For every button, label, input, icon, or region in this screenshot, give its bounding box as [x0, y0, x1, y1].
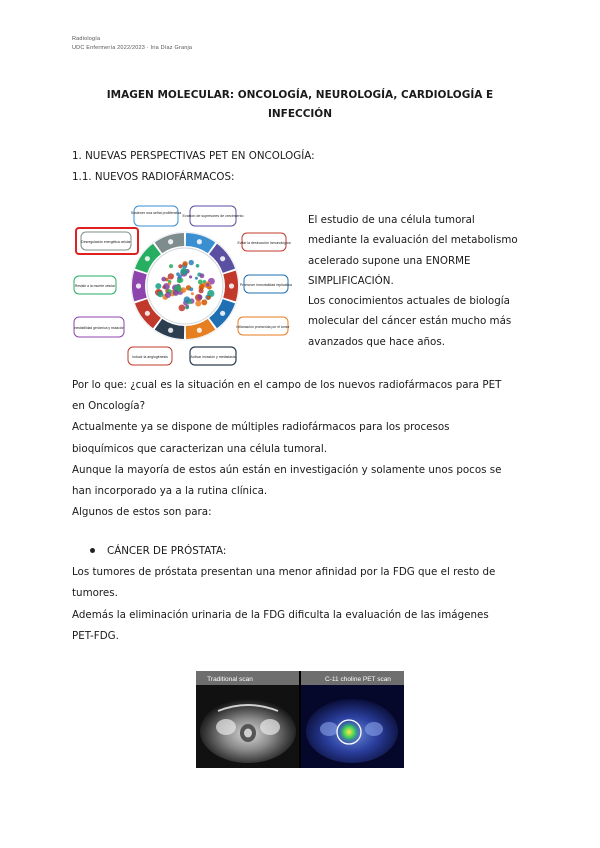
- hallmark-segment-icon: [168, 239, 173, 244]
- intro-side-text: [308, 210, 518, 352]
- intro-line: molecular del cáncer están mucho más: [308, 315, 512, 328]
- prostate-line: PET-FDG.: [72, 629, 119, 642]
- body-line: Por lo que: ¿cual es la situación en el campo de los nuevos radiofármacos para PET: [72, 379, 502, 391]
- cell-blob: [199, 288, 204, 293]
- title-line-1: IMAGEN MOLECULAR: ONCOLOGÍA, NEUROLOGÍA, CARDIOLOGÍA E: [106, 89, 494, 101]
- cell-blob: [180, 268, 187, 275]
- hallmark-label-7: [74, 317, 125, 337]
- body-line: bioquímicos que caracterizan una célula tumoral.: [72, 442, 327, 455]
- cell-blob: [189, 260, 194, 265]
- cell-blob: [191, 292, 194, 295]
- hallmark-label-5: [190, 347, 236, 365]
- svg-text:Activar invasión y metástasis: Activar invasión y metástasis: [190, 355, 236, 359]
- hallmark-label-8: [74, 276, 116, 294]
- cell-blob: [198, 295, 203, 300]
- section-subheading: 1.1. NUEVOS RADIOFÁRMACOS:: [72, 171, 235, 183]
- body-line: han incorporado ya a la rutina clínica.: [72, 485, 268, 498]
- hallmark-segment-icon: [145, 256, 150, 261]
- hallmark-segment-icon: [220, 256, 225, 261]
- hallmark-label-3: [240, 275, 292, 293]
- prostate-line: tumores.: [72, 587, 118, 600]
- cell-blob: [206, 283, 210, 287]
- cell-blob: [165, 292, 171, 298]
- hallmark-segment-icon: [220, 311, 225, 316]
- hallmark-segment-icon: [136, 283, 141, 288]
- body-line: Algunos de estos son para:: [72, 506, 212, 519]
- svg-text:Resistir a la muerte celular: Resistir a la muerte celular: [74, 284, 116, 288]
- section-heading: 1. NUEVAS PERSPECTIVAS PET EN ONCOLOGÍA:: [72, 150, 315, 162]
- hallmark-label-2: [237, 233, 290, 251]
- cell-blob: [168, 273, 174, 279]
- hallmark-segment-icon: [197, 328, 202, 333]
- cell-blob: [173, 290, 179, 296]
- cell-blob: [185, 306, 189, 310]
- header-meta: UDC Enfermería 2022/2023 · Iria Díaz Granja: [72, 45, 193, 51]
- body-line: Actualmente ya se dispone de múltiples radiofármacos para los procesos: [72, 421, 450, 434]
- cell-blob: [184, 296, 190, 302]
- title-line-2: INFECCIÓN: [267, 108, 333, 120]
- svg-text:Sostener una señal proliferati: Sostener una señal proliferativa: [130, 211, 182, 215]
- body-line: Aunque la mayoría de estos aún están en investigación y solamente unos pocos se: [72, 463, 502, 476]
- choline-uptake-hotspot: [338, 721, 360, 743]
- prostate-line: Los tumores de próstata presentan una menor afinidad por la FDG que el resto de: [72, 566, 496, 578]
- svg-text:Promover inmortalidad replicat: Promover inmortalidad replicativa: [240, 283, 292, 287]
- prostate-line: Además la eliminación urinaria de la FDG dificulta la evaluación de las imágenes: [72, 608, 489, 621]
- cell-blob: [168, 282, 171, 285]
- intro-line: El estudio de una célula tumoral: [308, 214, 475, 226]
- hallmark-label-6: [128, 347, 172, 365]
- svg-text:Inestabilidad genómica y mutac: Inestabilidad genómica y mutación: [73, 326, 125, 330]
- cell-blob: [195, 300, 201, 306]
- hallmark-label-4: [236, 317, 290, 335]
- cell-blob: [178, 304, 185, 311]
- cell-blob: [189, 287, 193, 291]
- cell-blob: [169, 264, 173, 268]
- scan-right-label: C-11 choline PET scan: [325, 676, 391, 683]
- body-line: en Oncología?: [72, 400, 146, 413]
- header-course: Radiología: [72, 36, 101, 42]
- cell-blob: [182, 261, 187, 266]
- hallmark-label-0: [131, 206, 182, 226]
- bullet-label: CÁNCER DE PRÓSTATA:: [107, 545, 227, 557]
- page-title: [72, 86, 528, 124]
- hallmark-label-1: [183, 206, 244, 226]
- prostate-paragraph: [72, 562, 495, 647]
- intro-line: avanzados que hace años.: [308, 335, 445, 348]
- cell-blob: [203, 280, 206, 283]
- cell-blob: [201, 299, 207, 305]
- scan-left-label: Traditional scan: [207, 676, 253, 683]
- svg-text:Inducir la angiogénesis: Inducir la angiogénesis: [132, 355, 168, 359]
- hallmarks-of-cancer-figure: [72, 203, 298, 369]
- svg-text:Evasión de supresores de creci: Evasión de supresores de crecimiento: [182, 214, 244, 218]
- cell-blob: [198, 280, 203, 285]
- intro-line: acelerado supone una ENORME: [308, 254, 471, 267]
- cell-blob: [207, 296, 211, 300]
- svg-text:Desregulación energética celul: Desregulación energética celular: [81, 240, 131, 244]
- intro-line: SIMPLIFICACIÓN.: [308, 274, 394, 287]
- svg-text:Inflamación promovida por el t: Inflamación promovida por el tumor: [236, 325, 290, 329]
- bullet-item: [90, 541, 226, 562]
- hallmark-segment-icon: [229, 283, 234, 288]
- cell-blob: [199, 273, 204, 278]
- scan-comparison-figure: [196, 671, 404, 768]
- cell-blob: [178, 275, 182, 279]
- cell-blob: [155, 283, 161, 289]
- hallmark-segment-icon: [145, 311, 150, 316]
- cell-blob: [189, 275, 192, 278]
- cell-blob: [178, 264, 182, 268]
- cell-blob: [161, 277, 166, 282]
- cell-blob: [196, 264, 200, 268]
- cell-blob: [195, 277, 198, 280]
- cell-blob: [177, 278, 182, 283]
- bullet-icon: [90, 548, 95, 553]
- intro-line: mediante la evaluación del metabolismo: [308, 234, 518, 247]
- svg-text:Evitar la destrucción inmunoló: Evitar la destrucción inmunológica: [237, 241, 291, 245]
- hallmark-segment-icon: [168, 328, 173, 333]
- body-paragraph: [72, 375, 501, 523]
- intro-line: Los conocimientos actuales de biología: [308, 295, 510, 308]
- cell-blob: [157, 291, 163, 297]
- hallmark-segment-icon: [197, 239, 202, 244]
